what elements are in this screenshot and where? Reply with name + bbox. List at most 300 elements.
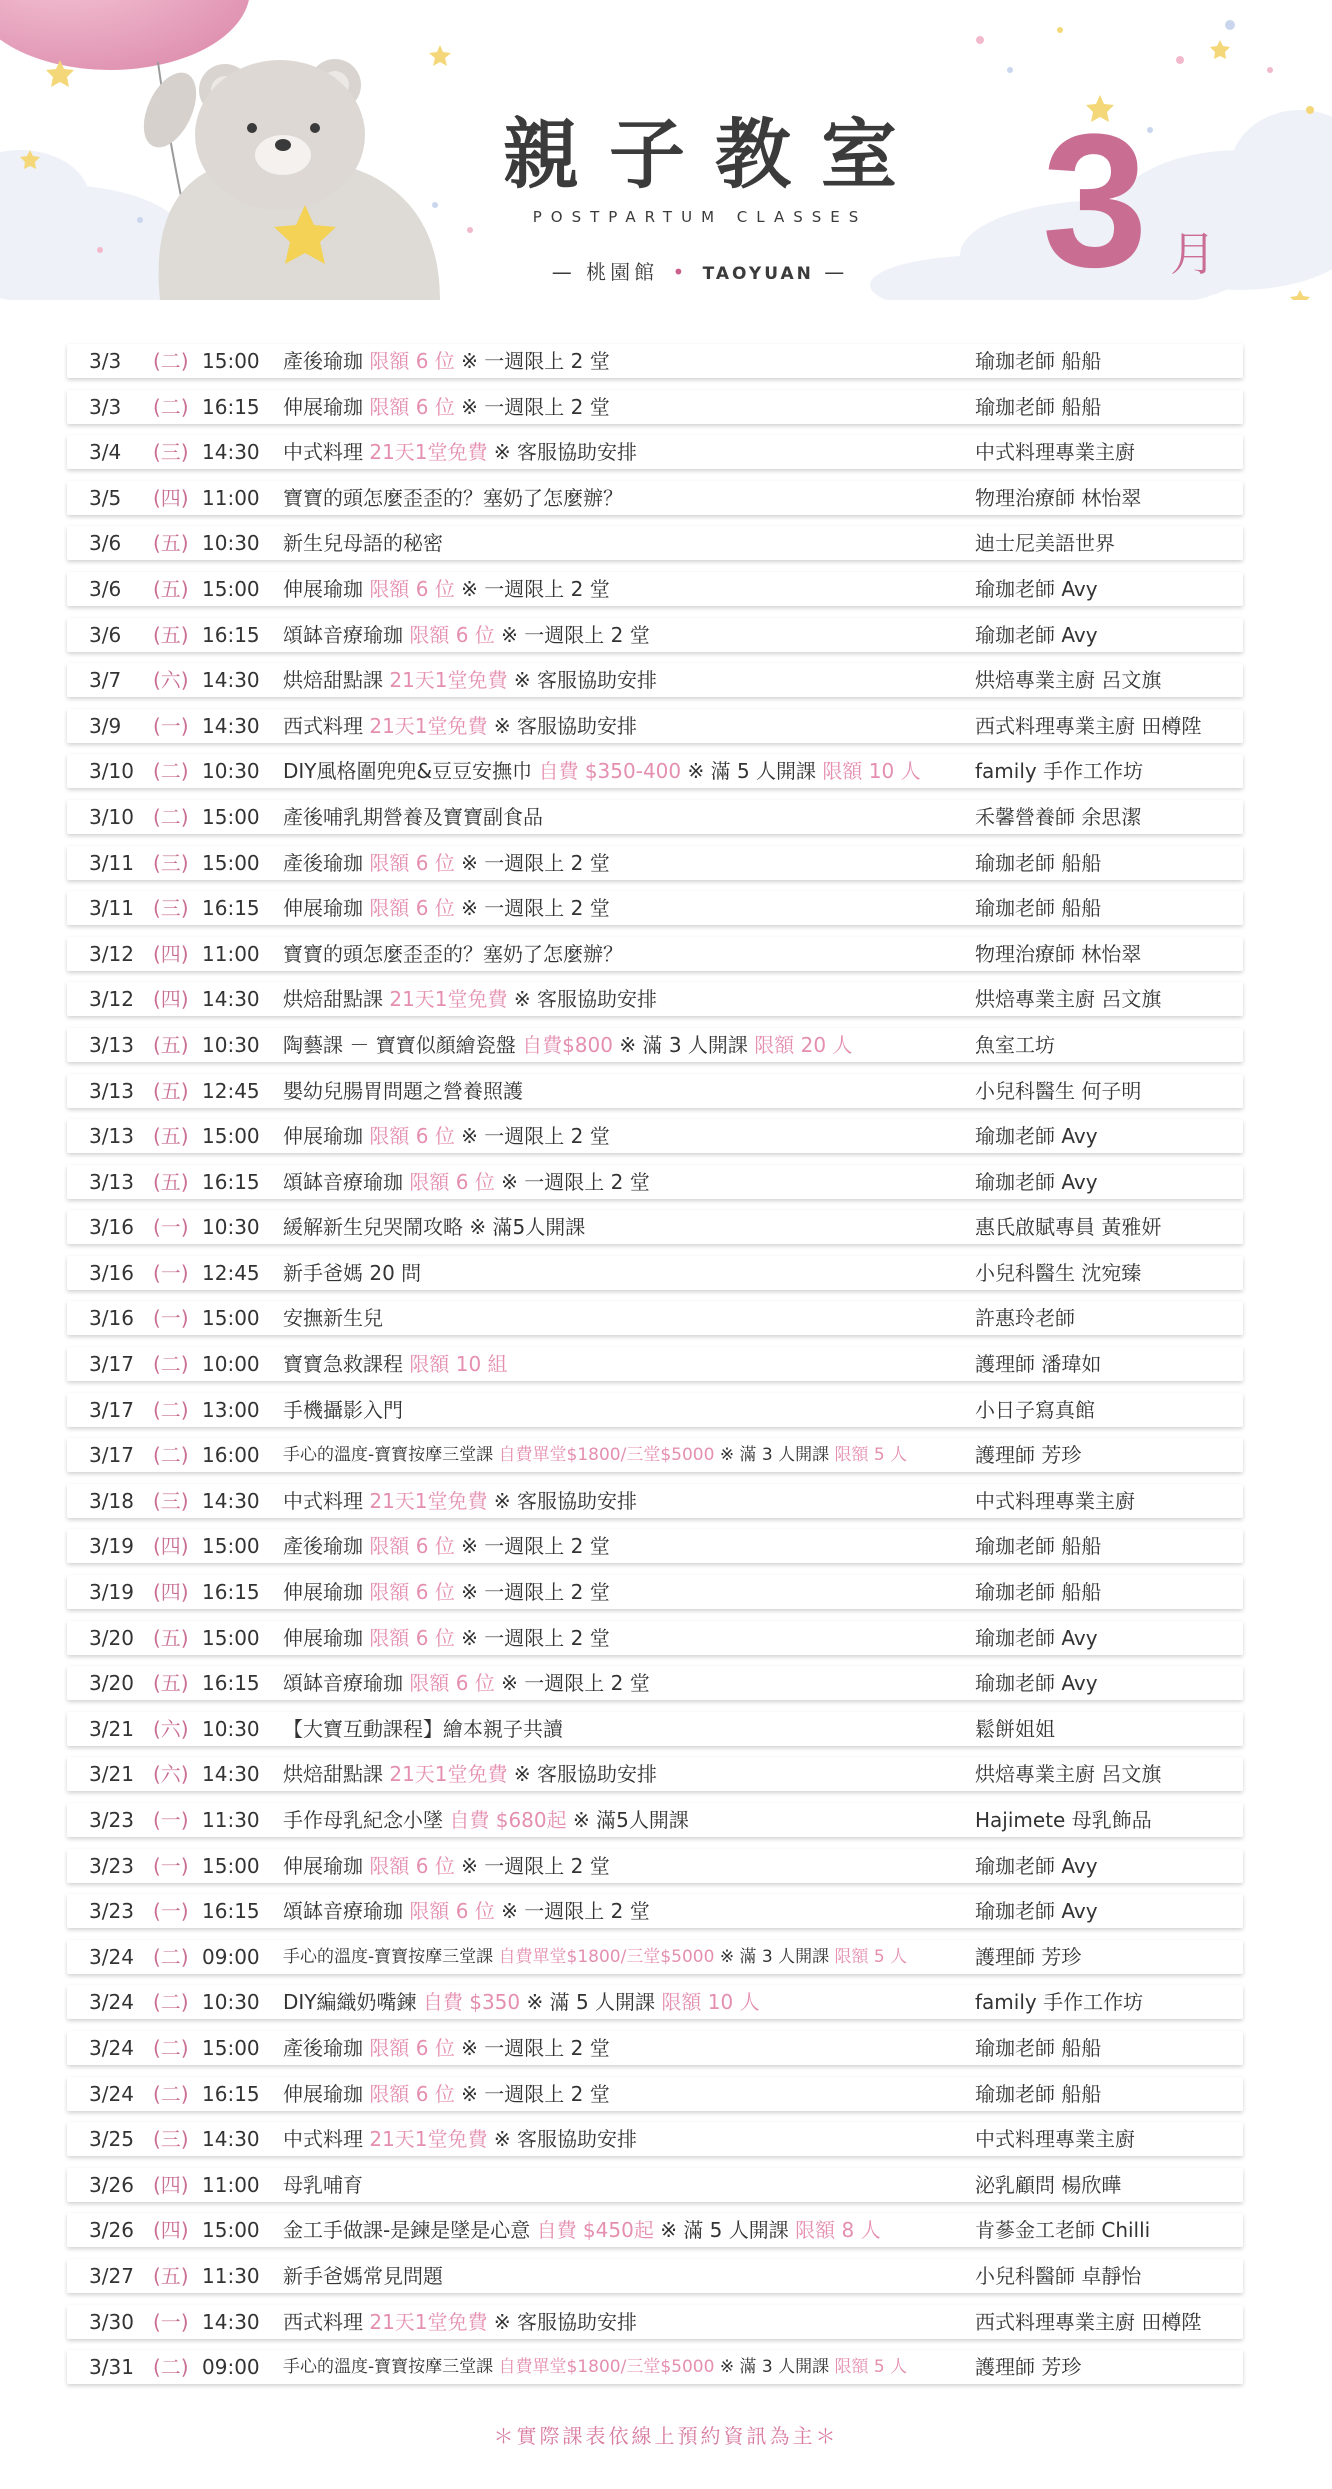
row-date: 3/13 [89, 1124, 134, 1149]
row-class-text: 伸展瑜珈 [283, 1853, 370, 1878]
row-class-text: ※ 客服協助安排 [487, 2309, 638, 2334]
row-weekday: (四) [153, 1534, 189, 1559]
row-class-text: ※ 一週限上 2 堂 [494, 1671, 650, 1696]
row-class-text: 寶寶急救課程 [283, 1352, 410, 1377]
row-class-title [283, 1985, 760, 2019]
row-class-title [283, 1165, 650, 1199]
row-class-text: ※ 一週限上 2 堂 [494, 622, 650, 647]
row-class-note: 限額 10 人 [822, 759, 921, 784]
row-class-note: 自費 $350 [422, 1990, 521, 2015]
row-class-note: 自費$800 [522, 1032, 613, 1057]
row-class-text: 金工手做課-是鍊是墜是心意 [283, 2218, 537, 2243]
page-title: 親子教室 [503, 110, 927, 199]
row-class-title [283, 937, 623, 971]
row-class-text: ※ 一週限上 2 堂 [454, 576, 610, 601]
row-weekday: (五) [153, 576, 189, 601]
row-class-note: 自費單堂$1800/三堂$5000 [498, 1946, 715, 1967]
row-class-note: 限額 6 位 [369, 576, 455, 601]
row-class-title [283, 1256, 421, 1290]
row-class-title [283, 2305, 637, 2339]
row-class-text: ※ 一週限上 2 堂 [454, 2081, 610, 2106]
row-time: 10:00 [202, 1352, 260, 1377]
row-weekday: (五) [153, 2263, 189, 2288]
row-class-text: ※ 一週限上 2 堂 [454, 1534, 610, 1559]
row-class-title [283, 526, 443, 560]
row-class-note: 自費單堂$1800/三堂$5000 [498, 1445, 715, 1466]
row-class-note: 限額 8 人 [795, 2218, 881, 2243]
row-time: 10:30 [202, 1716, 260, 1741]
location-zh: 桃園館 [586, 260, 659, 284]
row-date: 3/12 [89, 941, 134, 966]
row-time: 16:15 [202, 1671, 260, 1696]
schedule-row [67, 1210, 1243, 1244]
row-class-title [283, 1529, 610, 1563]
row-date: 3/11 [89, 896, 134, 921]
row-class-title [283, 2122, 637, 2156]
schedule-row [67, 663, 1243, 697]
row-weekday: (二) [153, 2081, 189, 2106]
row-time: 15:00 [202, 1306, 260, 1331]
row-class-note: 限額 5 人 [834, 1445, 908, 1466]
row-class-text: ※ 一週限上 2 堂 [454, 850, 610, 875]
row-date: 3/23 [89, 1808, 134, 1832]
schedule-row [67, 2350, 1243, 2384]
row-teacher: 肯蔘金工老師 Chilli [975, 2218, 1151, 2243]
row-weekday: (二) [153, 2355, 189, 2380]
schedule-row [67, 800, 1243, 834]
row-teacher: 西式料理專業主廚 田樽陞 [975, 713, 1202, 738]
schedule-row [67, 2259, 1243, 2293]
row-teacher: 烘焙專業主廚 呂文旗 [975, 1762, 1162, 1787]
row-time: 09:00 [202, 1944, 260, 1969]
row-class-title [283, 1621, 610, 1655]
row-class-text: 手心的溫度-寶寶按摩三堂課 [283, 2357, 499, 2378]
row-date: 3/17 [89, 1397, 134, 1422]
row-class-text: 頌缽音療瑜珈 [283, 1169, 410, 1194]
row-weekday: (一) [153, 1260, 189, 1285]
row-time: 16:15 [202, 394, 260, 419]
row-class-title [283, 2168, 363, 2202]
row-class-note: 自費 $350-400 [538, 759, 682, 784]
row-class-text: ※ 一週限上 2 堂 [454, 896, 610, 921]
row-teacher: 護理師 芳珍 [975, 1944, 1082, 1969]
row-class-text: DIY編織奶嘴鍊 [283, 1990, 423, 2015]
row-time: 15:00 [202, 2035, 260, 2060]
row-class-title [283, 1849, 610, 1883]
row-time: 15:00 [202, 1853, 260, 1878]
row-teacher: family 手作工作坊 [975, 759, 1144, 784]
schedule-row [67, 1803, 1243, 1837]
row-weekday: (三) [153, 850, 189, 875]
row-time: 10:30 [202, 759, 260, 784]
row-class-title [283, 344, 610, 378]
row-class-text: ※ 客服協助安排 [507, 668, 658, 693]
row-time: 14:30 [202, 2127, 260, 2152]
schedule-row [67, 1165, 1243, 1199]
schedule-row [67, 1940, 1243, 1974]
row-weekday: (五) [153, 1032, 189, 1057]
schedule-row [67, 2122, 1243, 2156]
row-class-text: ※ 滿 3 人開課 [714, 2357, 835, 2378]
footer-note: ＊實際課表依線上預約資訊為主＊ [493, 2424, 839, 2448]
row-date: 3/3 [89, 349, 122, 373]
row-class-text: ※ 一週限上 2 堂 [454, 1853, 610, 1878]
row-time: 15:00 [202, 850, 260, 875]
row-class-text: 緩解新生兒哭鬧攻略 ※ 滿5人開課 [283, 1215, 586, 1240]
row-time: 16:15 [202, 1580, 260, 1605]
row-weekday: (五) [153, 531, 189, 556]
row-teacher: 中式料理專業主廚 [975, 2127, 1135, 2152]
row-weekday: (一) [153, 1899, 189, 1924]
row-class-note: 限額 6 位 [409, 1169, 495, 1194]
row-teacher: 瑜珈老師 Avy [975, 1169, 1098, 1194]
location-dash-right: — [824, 260, 849, 284]
row-time: 15:00 [202, 1124, 260, 1149]
header-banner [0, 0, 1332, 300]
schedule-row [67, 1074, 1243, 1108]
row-time: 10:30 [202, 1032, 260, 1057]
row-teacher: Hajimete 母乳飾品 [975, 1808, 1152, 1832]
row-class-note: 限額 10 人 [661, 1990, 760, 2015]
schedule-row [67, 344, 1243, 378]
row-teacher: 瑜珈老師 船船 [975, 2035, 1102, 2060]
row-weekday: (二) [153, 394, 189, 419]
row-class-text: 烘焙甜點課 [283, 668, 390, 693]
row-class-note: 限額 6 位 [369, 1534, 455, 1559]
row-teacher: 鬆餅姐姐 [975, 1716, 1055, 1741]
row-time: 15:00 [202, 349, 260, 373]
row-class-text: 西式料理 [283, 713, 370, 738]
schedule-row [67, 2213, 1243, 2247]
row-teacher: 小兒科醫生 沈宛臻 [975, 1260, 1142, 1285]
row-weekday: (四) [153, 2172, 189, 2197]
row-weekday: (四) [153, 2218, 189, 2243]
row-date: 3/18 [89, 1488, 134, 1513]
row-class-text: 母乳哺育 [283, 2172, 363, 2197]
row-class-text: ※ 客服協助安排 [507, 1762, 658, 1787]
row-class-title [283, 1666, 650, 1700]
row-class-text: ※ 客服協助安排 [487, 713, 638, 738]
row-class-text: 伸展瑜珈 [283, 896, 370, 921]
location-dot: • [672, 260, 689, 284]
row-teacher: 瑜珈老師 Avy [975, 1853, 1098, 1878]
location-en: TAOYUAN [702, 264, 814, 284]
row-date: 3/16 [89, 1260, 134, 1285]
row-time: 12:45 [202, 1078, 260, 1103]
row-class-text: 寶寶的頭怎麼歪歪的？塞奶了怎麼辦？ [283, 485, 623, 510]
row-class-title [283, 1210, 585, 1244]
row-class-text: 新手爸媽常見問題 [283, 2263, 443, 2288]
row-class-text: 中式料理 [283, 2127, 370, 2152]
schedule-row [67, 1028, 1243, 1062]
month-unit: 月 [1170, 227, 1216, 281]
row-class-title [283, 1575, 610, 1609]
row-teacher: 瑜珈老師 船船 [975, 394, 1102, 419]
schedule-row [67, 1438, 1243, 1472]
row-weekday: (五) [153, 1169, 189, 1194]
row-class-note: 限額 5 人 [834, 1946, 908, 1967]
row-teacher: 小兒科醫師 卓靜怡 [975, 2263, 1142, 2288]
row-teacher: 瑜珈老師 Avy [975, 1899, 1098, 1924]
row-class-title [283, 435, 637, 469]
row-date: 3/13 [89, 1078, 134, 1103]
row-class-text: 中式料理 [283, 440, 370, 465]
schedule-row [67, 481, 1243, 515]
row-class-text: ※ 滿 3 人開課 [612, 1032, 755, 1057]
row-weekday: (三) [153, 896, 189, 921]
row-class-title [283, 846, 610, 880]
row-date: 3/24 [89, 1990, 134, 2015]
row-teacher: 瑜珈老師 Avy [975, 622, 1098, 647]
row-weekday: (一) [153, 1215, 189, 1240]
row-date: 3/17 [89, 1352, 134, 1377]
row-weekday: (五) [153, 622, 189, 647]
row-class-title [283, 709, 637, 743]
row-class-text: 烘焙甜點課 [283, 987, 390, 1012]
row-date: 3/11 [89, 850, 134, 875]
row-class-title [283, 1074, 523, 1108]
row-class-note: 21天1堂免費 [389, 987, 508, 1012]
row-date: 3/13 [89, 1169, 134, 1194]
row-class-note: 21天1堂免費 [369, 2309, 488, 2334]
row-weekday: (二) [153, 1990, 189, 2015]
row-class-title [283, 2031, 610, 2065]
row-class-text: 中式料理 [283, 1488, 370, 1513]
schedule-row [67, 1119, 1243, 1153]
row-time: 16:15 [202, 1169, 260, 1194]
row-class-note: 限額 6 位 [369, 2081, 455, 2106]
row-class-title [283, 754, 921, 788]
row-date: 3/24 [89, 2035, 134, 2060]
schedule-row [67, 1894, 1243, 1928]
page-subtitle: POSTPARTUM CLASSES [532, 208, 868, 226]
row-teacher: 泌乳顧問 楊欣曄 [975, 2172, 1122, 2197]
row-date: 3/24 [89, 2081, 134, 2106]
row-class-title [283, 1712, 563, 1746]
row-time: 11:30 [202, 2263, 260, 2288]
row-date: 3/6 [89, 622, 122, 647]
row-class-text: 產後瑜珈 [283, 1534, 370, 1559]
location-label [440, 256, 960, 285]
row-date: 3/9 [89, 713, 122, 738]
row-teacher: 許惠玲老師 [975, 1306, 1075, 1331]
schedule-row [67, 1529, 1243, 1563]
row-weekday: (二) [153, 349, 189, 373]
row-time: 15:00 [202, 1625, 260, 1650]
row-class-text: 新生兒母語的秘密 [283, 531, 443, 556]
row-teacher: family 手作工作坊 [975, 1990, 1144, 2015]
row-teacher: 烘焙專業主廚 呂文旗 [975, 987, 1162, 1012]
schedule-row [67, 572, 1243, 606]
row-time: 14:30 [202, 2309, 260, 2334]
location-dash-left: — [551, 260, 587, 284]
schedule-row [67, 526, 1243, 560]
row-teacher: 瑜珈老師 船船 [975, 1534, 1102, 1559]
row-teacher: 小兒科醫生 何子明 [975, 1078, 1142, 1103]
row-date: 3/13 [89, 1032, 134, 1057]
row-time: 16:15 [202, 622, 260, 647]
row-class-note: 限額 6 位 [369, 1853, 455, 1878]
row-class-text: ※ 滿 5 人開課 [681, 759, 823, 784]
row-teacher: 魚室工坊 [975, 1032, 1055, 1057]
row-class-text: ※ 客服協助安排 [487, 1488, 638, 1513]
title-block [440, 110, 960, 285]
schedule-row [67, 618, 1243, 652]
row-class-text: ※ 一週限上 2 堂 [454, 2035, 610, 2060]
row-class-note: 限額 20 人 [754, 1032, 853, 1057]
row-class-note: 限額 5 人 [834, 2357, 908, 2378]
row-class-title [283, 572, 610, 606]
bear-icon [133, 59, 440, 300]
row-time: 13:00 [202, 1397, 260, 1422]
row-class-title [283, 1438, 907, 1472]
row-class-text: 手作母乳紀念小墜 [283, 1808, 450, 1832]
row-teacher: 瑜珈老師 船船 [975, 1580, 1102, 1605]
row-teacher: 護理師 芳珍 [975, 2355, 1082, 2380]
row-weekday: (五) [153, 1124, 189, 1149]
schedule-row [67, 2305, 1243, 2339]
row-class-title [283, 1803, 689, 1837]
schedule-row [67, 1301, 1243, 1335]
schedule-row [67, 2168, 1243, 2202]
row-weekday: (五) [153, 1078, 189, 1103]
row-date: 3/30 [89, 2309, 134, 2334]
row-time: 12:45 [202, 1260, 260, 1285]
row-time: 10:30 [202, 1990, 260, 2015]
row-class-note: 21天1堂免費 [389, 668, 508, 693]
class-schedule-list [67, 344, 1243, 2396]
schedule-row [67, 709, 1243, 743]
row-time: 15:00 [202, 1534, 260, 1559]
row-class-title [283, 2259, 443, 2293]
row-date: 3/26 [89, 2218, 134, 2243]
row-teacher: 迪士尼美語世界 [975, 531, 1115, 556]
schedule-row [67, 2077, 1243, 2111]
row-class-note: 自費 $450起 [536, 2218, 654, 2243]
row-teacher: 小日子寫真館 [975, 1397, 1095, 1422]
row-class-text: ※ 一週限上 2 堂 [454, 1580, 610, 1605]
row-class-text: 伸展瑜珈 [283, 1625, 370, 1650]
row-weekday: (一) [153, 1853, 189, 1878]
row-time: 14:30 [202, 1488, 260, 1513]
row-weekday: (四) [153, 941, 189, 966]
row-teacher: 瑜珈老師 船船 [975, 896, 1102, 921]
row-class-note: 自費單堂$1800/三堂$5000 [498, 2357, 715, 2378]
row-teacher: 惠氏啟賦專員 黃雅妍 [975, 1215, 1162, 1240]
row-class-text: ※ 一週限上 2 堂 [454, 1124, 610, 1149]
row-class-text: ※ 一週限上 2 堂 [494, 1899, 650, 1924]
row-time: 10:30 [202, 1215, 260, 1240]
row-weekday: (三) [153, 1488, 189, 1513]
row-teacher: 瑜珈老師 船船 [975, 349, 1102, 373]
row-teacher: 瑜珈老師 Avy [975, 1124, 1098, 1149]
row-class-text: 烘焙甜點課 [283, 1762, 390, 1787]
row-time: 11:00 [202, 941, 260, 966]
row-class-text: 手心的溫度-寶寶按摩三堂課 [283, 1445, 499, 1466]
row-teacher: 瑜珈老師 Avy [975, 1671, 1098, 1696]
row-class-title [283, 800, 543, 834]
row-teacher: 瑜珈老師 船船 [975, 2081, 1102, 2106]
row-teacher: 中式料理專業主廚 [975, 1488, 1135, 1513]
row-date: 3/21 [89, 1762, 134, 1787]
row-weekday: (一) [153, 713, 189, 738]
row-class-title [283, 2077, 610, 2111]
row-class-note: 21天1堂免費 [389, 1762, 508, 1787]
row-weekday: (二) [153, 2035, 189, 2060]
row-time: 16:15 [202, 1899, 260, 1924]
row-class-title [283, 2350, 907, 2384]
schedule-row [67, 1484, 1243, 1518]
row-class-note: 限額 6 位 [409, 1899, 495, 1924]
row-class-note: 限額 6 位 [369, 1625, 455, 1650]
row-class-text: 伸展瑜珈 [283, 1124, 370, 1149]
row-class-text: ※ 一週限上 2 堂 [454, 1625, 610, 1650]
schedule-row [67, 1666, 1243, 1700]
row-class-text: ※ 客服協助安排 [487, 440, 638, 465]
schedule-row [67, 1256, 1243, 1290]
row-weekday: (五) [153, 1625, 189, 1650]
row-class-title [283, 2213, 881, 2247]
row-class-text: 寶寶的頭怎麼歪歪的？塞奶了怎麼辦？ [283, 941, 623, 966]
schedule-row [67, 1393, 1243, 1427]
row-class-note: 限額 6 位 [369, 896, 455, 921]
row-class-note: 21天1堂免費 [369, 1488, 488, 1513]
row-teacher: 中式料理專業主廚 [975, 440, 1135, 465]
row-teacher: 瑜珈老師 Avy [975, 576, 1098, 601]
row-class-text: 伸展瑜珈 [283, 394, 370, 419]
row-class-title [283, 1119, 610, 1153]
row-time: 11:30 [202, 1808, 260, 1832]
row-class-title [283, 982, 657, 1016]
row-weekday: (五) [153, 1671, 189, 1696]
row-time: 15:00 [202, 804, 260, 829]
row-date: 3/3 [89, 394, 122, 419]
row-date: 3/27 [89, 2263, 134, 2288]
row-teacher: 物理治療師 林怡翠 [975, 941, 1142, 966]
row-class-text: ※ 客服協助安排 [487, 2127, 638, 2152]
row-class-text: ※ 客服協助安排 [507, 987, 658, 1012]
row-class-title [283, 481, 623, 515]
row-weekday: (一) [153, 2309, 189, 2334]
row-time: 14:30 [202, 713, 260, 738]
row-time: 11:00 [202, 2172, 260, 2197]
row-weekday: (二) [153, 1944, 189, 1969]
schedule-row [67, 891, 1243, 925]
row-time: 15:00 [202, 2218, 260, 2243]
row-teacher: 烘焙專業主廚 呂文旗 [975, 668, 1162, 693]
row-weekday: (一) [153, 1808, 189, 1832]
row-class-title [283, 1894, 650, 1928]
row-date: 3/19 [89, 1534, 134, 1559]
row-time: 09:00 [202, 2355, 260, 2380]
row-class-note: 限額 10 組 [409, 1352, 508, 1377]
row-weekday: (二) [153, 1443, 189, 1468]
row-weekday: (二) [153, 759, 189, 784]
schedule-row [67, 435, 1243, 469]
row-weekday: (四) [153, 987, 189, 1012]
row-class-text: 伸展瑜珈 [283, 576, 370, 601]
row-teacher: 護理師 潘瑋如 [975, 1352, 1102, 1377]
row-class-title [283, 390, 610, 424]
row-class-text: ※ 一週限上 2 堂 [454, 349, 610, 373]
row-weekday: (二) [153, 804, 189, 829]
row-time: 16:00 [202, 1443, 260, 1468]
row-class-text: ※ 滿 5 人開課 [520, 1990, 662, 2015]
row-date: 3/5 [89, 485, 122, 510]
row-teacher: 瑜珈老師 Avy [975, 1625, 1098, 1650]
row-class-title [283, 1484, 637, 1518]
row-weekday: (六) [153, 668, 189, 693]
